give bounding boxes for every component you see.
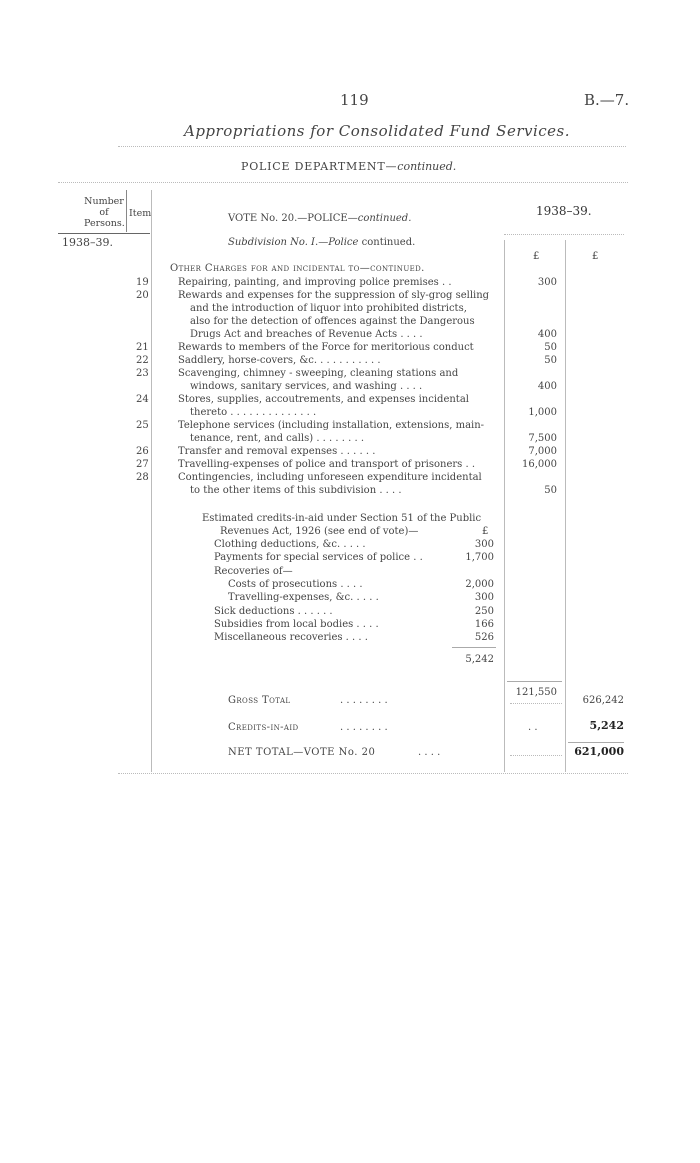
- net-total-top-rule: [568, 742, 624, 743]
- item-amount: 7,500: [528, 433, 557, 444]
- credits-in-aid-dots: . . . . . . . .: [340, 722, 388, 733]
- item-column-header: Item: [129, 208, 152, 219]
- credit-label: Recoveries of—: [214, 565, 293, 577]
- item-description-line: windows, sanitary services, and washing . . . .: [190, 381, 423, 392]
- item-number: 20: [136, 290, 149, 301]
- persons-column-rule: [126, 190, 127, 232]
- credits-in-aid-left: . .: [528, 722, 538, 733]
- item-number: 24: [136, 394, 149, 405]
- page-reference: B.—7.: [584, 91, 630, 109]
- title-rule: [118, 146, 626, 147]
- item-description-line: Scavenging, chimney - sweeping, cleaning stations and: [178, 368, 459, 379]
- credit-amount: 2,000: [465, 578, 494, 590]
- item-description-line: Saddlery, horse-covers, &c. . . . . . . . . . .: [178, 355, 381, 366]
- item-amount: 16,000: [522, 459, 557, 470]
- item-number: 19: [136, 277, 149, 288]
- item-description-line: Rewards to members of the Force for meritorious conduct: [178, 342, 474, 353]
- page-number: 119: [340, 91, 369, 109]
- item-amount: 50: [544, 342, 557, 353]
- item-number: 25: [136, 420, 149, 431]
- credits-in-aid-amount: 5,242: [589, 719, 624, 732]
- item-description-line: Rewards and expenses for the suppression of sly-grog selling: [178, 290, 490, 301]
- item-description-line: to the other items of this subdivision . . . .: [190, 485, 402, 496]
- net-total-left-rule: [510, 755, 562, 756]
- section-heading: Other Charges for and incidental to—continued.: [170, 263, 425, 274]
- subdivision-total-rule: [507, 681, 562, 682]
- gross-total-left-rule: [510, 703, 562, 704]
- item-description-line: Stores, supplies, accoutrements, and expenses incidental: [178, 394, 469, 405]
- item-description-line: Travelling-expenses of police and transport of prisoners . .: [178, 459, 476, 470]
- credit-label: Miscellaneous recoveries . . . .: [214, 632, 368, 644]
- credit-amount: 1,700: [465, 552, 494, 564]
- net-total-dots: . . . .: [418, 747, 441, 758]
- item-amount: 400: [537, 329, 557, 340]
- subdivision-name: Subdivision No. I.—Police: [228, 237, 359, 248]
- vote-title: [228, 212, 411, 225]
- subdivision-continued: continued.: [361, 237, 416, 248]
- money-header-rule: [504, 234, 624, 235]
- item-amount: 400: [537, 381, 557, 392]
- item-amount: 1,000: [528, 407, 557, 418]
- net-total-label: NET TOTAL—VOTE No. 20: [228, 747, 376, 758]
- amount-column-rule: [565, 240, 566, 772]
- credit-label: Travelling-expenses, &c. . . . .: [228, 592, 379, 604]
- credits-sum-rule: [452, 647, 496, 648]
- credit-amount: 300: [474, 592, 494, 604]
- credits-intro-2: Revenues Act, 1926 (see end of vote)—: [220, 526, 419, 537]
- credits-currency: £: [482, 526, 489, 537]
- currency-left: £: [533, 251, 540, 262]
- credits-intro-1: Estimated credits-in-aid under Section 51 of the Public: [202, 513, 482, 524]
- subdivision-heading: [228, 236, 415, 249]
- header-top-rule: [58, 182, 628, 183]
- item-amount: 50: [544, 355, 557, 366]
- credit-label: Sick deductions . . . . . .: [214, 605, 333, 617]
- credit-amount: 526: [474, 632, 494, 644]
- vote-name: VOTE No. 20.—POLICE—: [228, 213, 358, 224]
- net-total-amount: 621,000: [574, 745, 624, 758]
- currency-right: £: [592, 251, 599, 262]
- item-description-line: Repairing, painting, and improving police premises . .: [178, 277, 452, 288]
- item-number: 23: [136, 368, 149, 379]
- item-number: 26: [136, 446, 149, 457]
- credit-amount: 166: [474, 618, 494, 630]
- item-number: 27: [136, 459, 149, 470]
- department-name: POLICE DEPARTMENT—: [241, 160, 398, 173]
- subdivision-total: 121,550: [515, 687, 557, 698]
- credit-label: Payments for special services of police . .: [214, 552, 423, 564]
- credits-total: 5,242: [465, 654, 494, 665]
- credit-label: Subsidies from local bodies . . . .: [214, 618, 379, 630]
- credit-amount: 250: [474, 605, 494, 617]
- vote-continued: continued.: [357, 213, 412, 224]
- item-number: 22: [136, 355, 149, 366]
- credit-amount: 300: [474, 539, 494, 550]
- credit-label: Costs of prosecutions . . . .: [228, 578, 363, 590]
- department-continued: continued.: [397, 160, 457, 173]
- item-description-line: Telephone services (including installation, extensions, main-: [178, 420, 485, 431]
- gross-total-dots: . . . . . . . .: [340, 695, 388, 706]
- item-description-line: and the introduction of liquor into prohibited districts,: [190, 303, 467, 314]
- item-column-rule: [151, 190, 152, 772]
- item-description-line: Drugs Act and breaches of Revenue Acts . . . .: [190, 329, 423, 340]
- year-header: 1938–39.: [536, 204, 592, 218]
- item-amount: 300: [537, 277, 557, 288]
- item-number: 28: [136, 472, 149, 483]
- item-description-line: also for the detection of offences against the Dangerous: [190, 316, 475, 327]
- item-number: 21: [136, 342, 149, 353]
- persons-header-rule: [58, 233, 150, 234]
- item-description-line: tenance, rent, and calls) . . . . . . . .: [190, 433, 365, 444]
- page-title: Appropriations for Consolidated Fund Services.: [184, 122, 571, 140]
- credit-label: Clothing deductions, &c. . . . .: [214, 539, 366, 550]
- persons-year: 1938–39.: [62, 236, 113, 249]
- table-bottom-rule: [118, 773, 628, 774]
- item-description-line: Contingencies, including unforeseen expenditure incidental: [178, 472, 482, 483]
- persons-column-header: Number of Persons.: [84, 196, 125, 229]
- gross-total-label: Gross Total: [228, 695, 291, 706]
- department-heading: [241, 160, 456, 173]
- item-amount: 7,000: [528, 446, 557, 457]
- item-description-line: thereto . . . . . . . . . . . . . .: [190, 407, 317, 418]
- credits-in-aid-label: Credits-in-aid: [228, 722, 299, 733]
- item-description-line: Transfer and removal expenses . . . . . .: [178, 446, 376, 457]
- item-amount: 50: [544, 485, 557, 496]
- gross-total-amount: 626,242: [582, 695, 624, 706]
